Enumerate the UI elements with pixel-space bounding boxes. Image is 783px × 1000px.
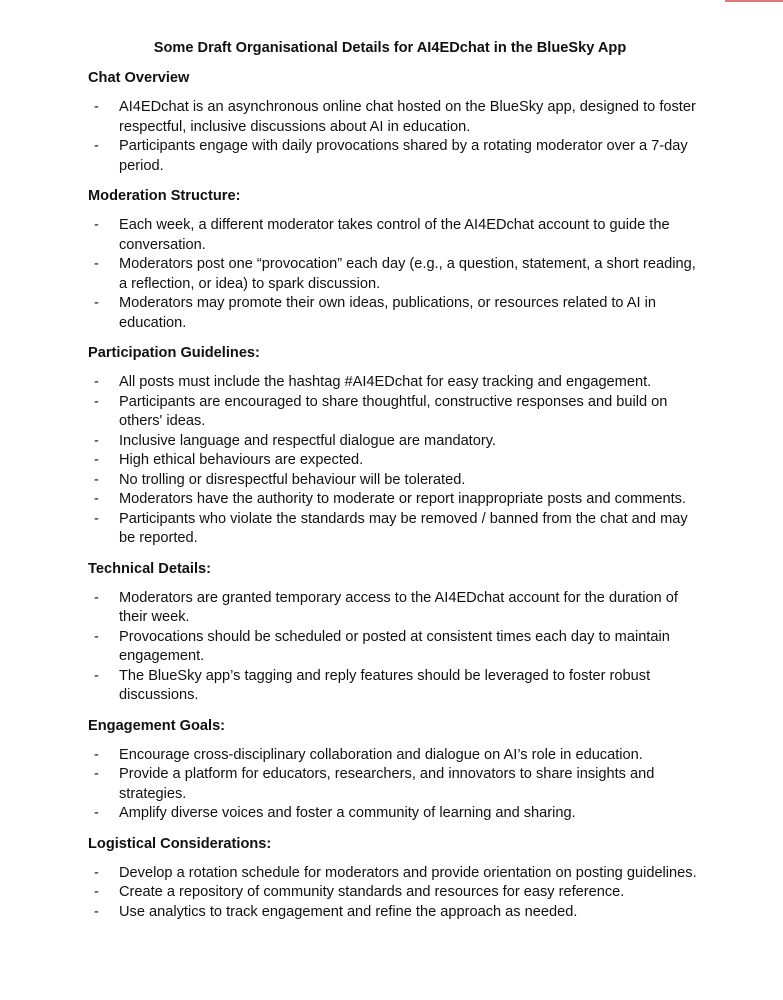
- dash-bullet: -: [94, 491, 99, 507]
- bullet-list: [88, 216, 700, 333]
- dash-bullet: -: [94, 217, 99, 233]
- bullet-list: [88, 98, 700, 176]
- section-heading: Technical Details:: [88, 560, 212, 577]
- dash-bullet: -: [94, 805, 99, 821]
- list-item: - Participants engage with daily provocations shared by a rotating moderator over a 7-day period.: [94, 138, 688, 174]
- bullet-list: [88, 864, 700, 923]
- list-item: - Use analytics to track engagement and refine the approach as needed.: [88, 903, 700, 923]
- list-item: - High ethical behaviours are expected.: [88, 451, 700, 471]
- list-item: - Each week, a different moderator takes control of the AI4EDchat account to guide the conversation.: [94, 217, 670, 253]
- section-participation-guidelines: [88, 343, 700, 549]
- bullet-list: [88, 589, 700, 706]
- bullet-list: [88, 746, 700, 824]
- list-item: - Develop a rotation schedule for moderators and provide orientation on posting guidelines.: [88, 864, 700, 884]
- dash-bullet: -: [94, 99, 99, 115]
- dash-bullet: -: [94, 471, 99, 488]
- section-logistical-considerations: [88, 834, 700, 923]
- section-moderation-structure: [88, 186, 700, 333]
- list-item: - Participants are encouraged to share thoughtful, constructive responses and build on others' ideas.: [94, 393, 668, 429]
- list-item: - Amplify diverse voices and foster a community of learning and sharing.: [88, 804, 700, 824]
- section-heading: Participation Guidelines:: [88, 345, 260, 361]
- corner-accent-mark: [725, 0, 783, 2]
- bullet-list: [88, 373, 700, 549]
- dash-bullet: -: [94, 256, 99, 272]
- dash-bullet: -: [94, 295, 99, 311]
- dash-bullet: -: [94, 864, 99, 881]
- list-item: - No trolling or disrespectful behaviour will be tolerated.: [88, 471, 700, 491]
- list-item: - Participants who violate the standards may be removed / banned from the chat and may be reported.: [94, 510, 688, 546]
- section-heading: Logistical Considerations:: [88, 835, 272, 852]
- section-engagement-goals: [88, 716, 700, 824]
- document-page: [88, 38, 700, 932]
- list-item: - Moderators may promote their own ideas, publications, or resources related to AI in education.: [94, 295, 656, 331]
- list-item: - Inclusive language and respectful dialogue are mandatory.: [88, 432, 700, 452]
- dash-bullet: -: [94, 374, 99, 390]
- list-item: - AI4EDchat is an asynchronous online chat hosted on the BlueSky app, designed to foster respectful, inclusive discussions about AI in education.: [94, 99, 696, 135]
- dash-bullet: -: [94, 766, 99, 782]
- list-item: - Moderators post one “provocation” each day (e.g., a question, statement, a short reading, a reflection, or idea) to spark discussion.: [94, 256, 696, 292]
- dash-bullet: -: [94, 138, 99, 154]
- section-heading: Chat Overview: [88, 70, 190, 86]
- dash-bullet: -: [94, 432, 99, 449]
- list-item: - Encourage cross-disciplinary collaboration and dialogue on AI’s role in education.: [88, 746, 700, 766]
- section-chat-overview: [88, 68, 700, 176]
- dash-bullet: -: [94, 393, 99, 410]
- document-title: Some Draft Organisational Details for AI4EDchat in the BlueSky App: [153, 40, 627, 56]
- section-heading: Engagement Goals:: [88, 717, 226, 734]
- section-technical-details: [88, 559, 700, 706]
- list-item: - Moderators have the authority to moderate or report inappropriate posts and comments.: [88, 490, 700, 510]
- dash-bullet: -: [94, 452, 99, 468]
- list-item: - Provide a platform for educators, researchers, and innovators to share insights and strategies.: [94, 766, 655, 802]
- list-item: - The BlueSky app’s tagging and reply features should be leveraged to foster robust discussions.: [94, 667, 651, 703]
- section-heading: Moderation Structure:: [88, 188, 241, 204]
- list-item: - Provocations should be scheduled or posted at consistent times each day to maintain engagement.: [94, 628, 670, 664]
- dash-bullet: -: [94, 746, 99, 763]
- dash-bullet: -: [94, 510, 99, 527]
- dash-bullet: -: [94, 589, 99, 606]
- list-item: - All posts must include the hashtag #AI4EDchat for easy tracking and engagement.: [88, 373, 700, 393]
- dash-bullet: -: [94, 903, 99, 920]
- dash-bullet: -: [94, 667, 99, 684]
- dash-bullet: -: [94, 628, 99, 645]
- dash-bullet: -: [94, 884, 99, 900]
- list-item: - Create a repository of community standards and resources for easy reference.: [88, 883, 700, 903]
- list-item: - Moderators are granted temporary access to the AI4EDchat account for the duration of their week.: [94, 589, 678, 625]
